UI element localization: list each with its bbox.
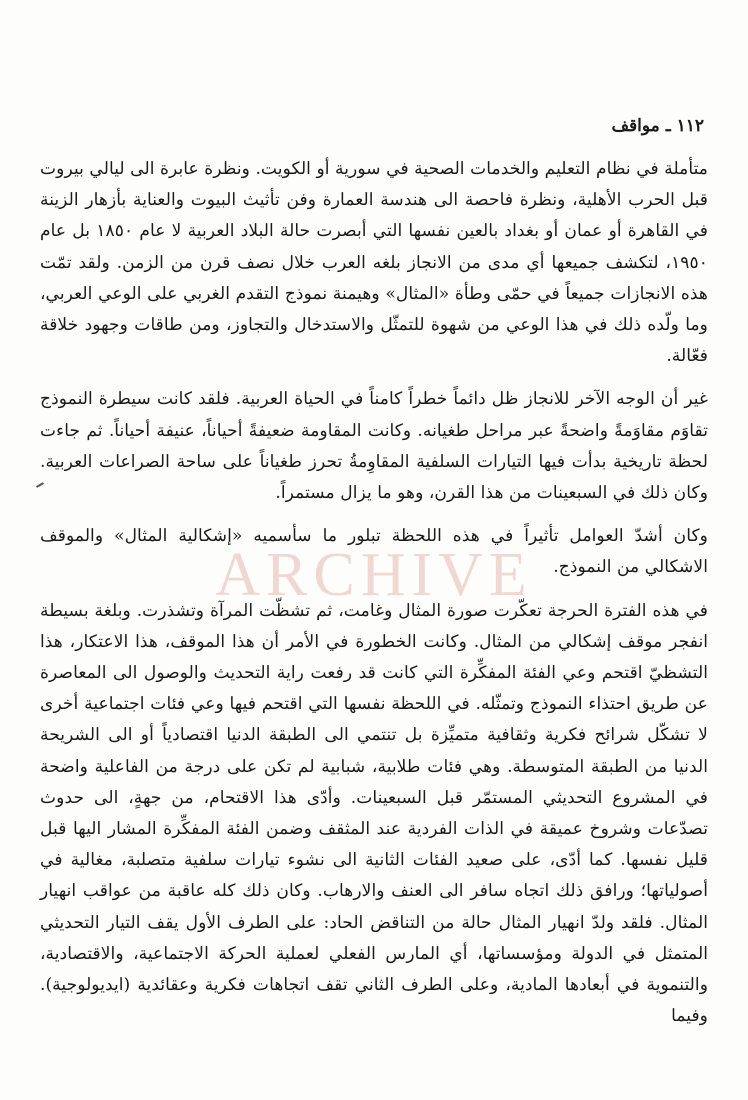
- running-header: ١١٢ ـ مواقف: [611, 116, 704, 136]
- body-text: [40, 154, 708, 1032]
- paragraph-2: غير أن الوجه الآخر للانجاز ظل دائماً خطراً كامناً في الحياة العربية. فلقد كانت سيطرة النموذج تقاوَم مقاوَمةً واضحةً عبر مراحل طغيانه. وكانت المقاومة ضعيفةً أحياناً، عنيفة أحياناً. ثم جاءت لحظة تاريخية بدأت فيها التيارات السلفية المقاوِمةُ تحرز طغياناً على ساحة الصراعات العربية. وكان ذلك في السبعينات من هذا القرن، وهو ما يزال مستمراً.: [40, 389, 708, 504]
- archive-watermark: ARCHIVE: [215, 541, 533, 609]
- paragraph-4: في هذه الفترة الحرجة تعكّرت صورة المثال وغامت، ثم تشظّت المرآة وتشذرت. وبلغة بسيطة انفجر موقف إشكالي من المثال. وكانت الخطورة في الأمر أن هذا الموقف، هذا الاعتكار، هذا التشظيّ اقتحم وعي الفئة المفكِّرة التي كانت قد رفعت راية التحديث والوصول الى المعاصرة عن طريق احتذاء النموذج وتمثّله. في اللحظة نفسها التي اقتحم فيها وعي فئات اجتماعية أخرى لا تشكّل شرائح فكرية وثقافية متميِّزة بل تنتمي الى الطبقة الدنيا اقتصادياً أو الى الشريحة الدنيا من الطبقة المتوسطة. وهي فئات طلابية، شبابية لم تكن على درجة من الفاعلية واضحة في المشروع التحديثي المستمّر قبل السبعينات. وأدّى هذا الاقتحام، من جهةٍ، الى حدوث تصدّعات وشروخ عميقة في الذات الفردية عند المثقف وضمن الفئة المفكِّرة المشار اليها قبل قليل نفسها. كما أدّى، على صعيد الفئات الثانية الى نشوء تيارات سلفية متصلبة، مغالية في أصولياتها؛ ورافق ذلك اتجاه سافر الى العنف والارهاب. وكان ذلك كله عاقبة من عواقب انهيار المثال. فلقد ولدّ انهيار المثال حالة من التناقض الحاد: على الطرف الأول يقف التيار التحديثي المتمثل في الدولة ومؤسساتها، أي المارس الفعلي لعملية الحركة الاجتماعية، والاقتصادية، والتنموية في أبعادها المادية، وعلى الطرف الثاني تقف اتجاهات فكرية وعقائدية (ايديولوجية). وفيما: [40, 600, 708, 1027]
- paragraph-1: متأملة في نظام التعليم والخدمات الصحية في سورية أو الكويت. ونظرة عابرة الى ليالي بيروت قبل الحرب الأهلية، ونظرة فاحصة الى هندسة العمارة وفن تأثيث البيوت والعناية بأزهار الزينة في القاهرة أو عمان أو بغداد بالعين نفسها التي أبصرت حالة البلاد العربية لا عام ١٨٥٠ بل عام ١٩٥٠، لتكشف جميعها أي مدى من الانجاز بلغه العرب خلال نصف قرن من الزمن. ولقد تمّت هذه الانجازات جميعاً في حمّى وطأة «المثال» وهيمنة نموذج التقدم الغربي على الوعي العربي، وما ولّده ذلك في هذا الوعي من شهوة للتمثّل والاستدخال والتجاوز، ومن طاقات وجهود خلاقة فعّالة.: [40, 159, 708, 367]
- paragraph-3: وكان أشدّ العوامل تأثيراً في هذه اللحظة تبلور ما سأسميه «إشكالية المثال» والموقف الاشكالي من النموذج.: [40, 526, 708, 578]
